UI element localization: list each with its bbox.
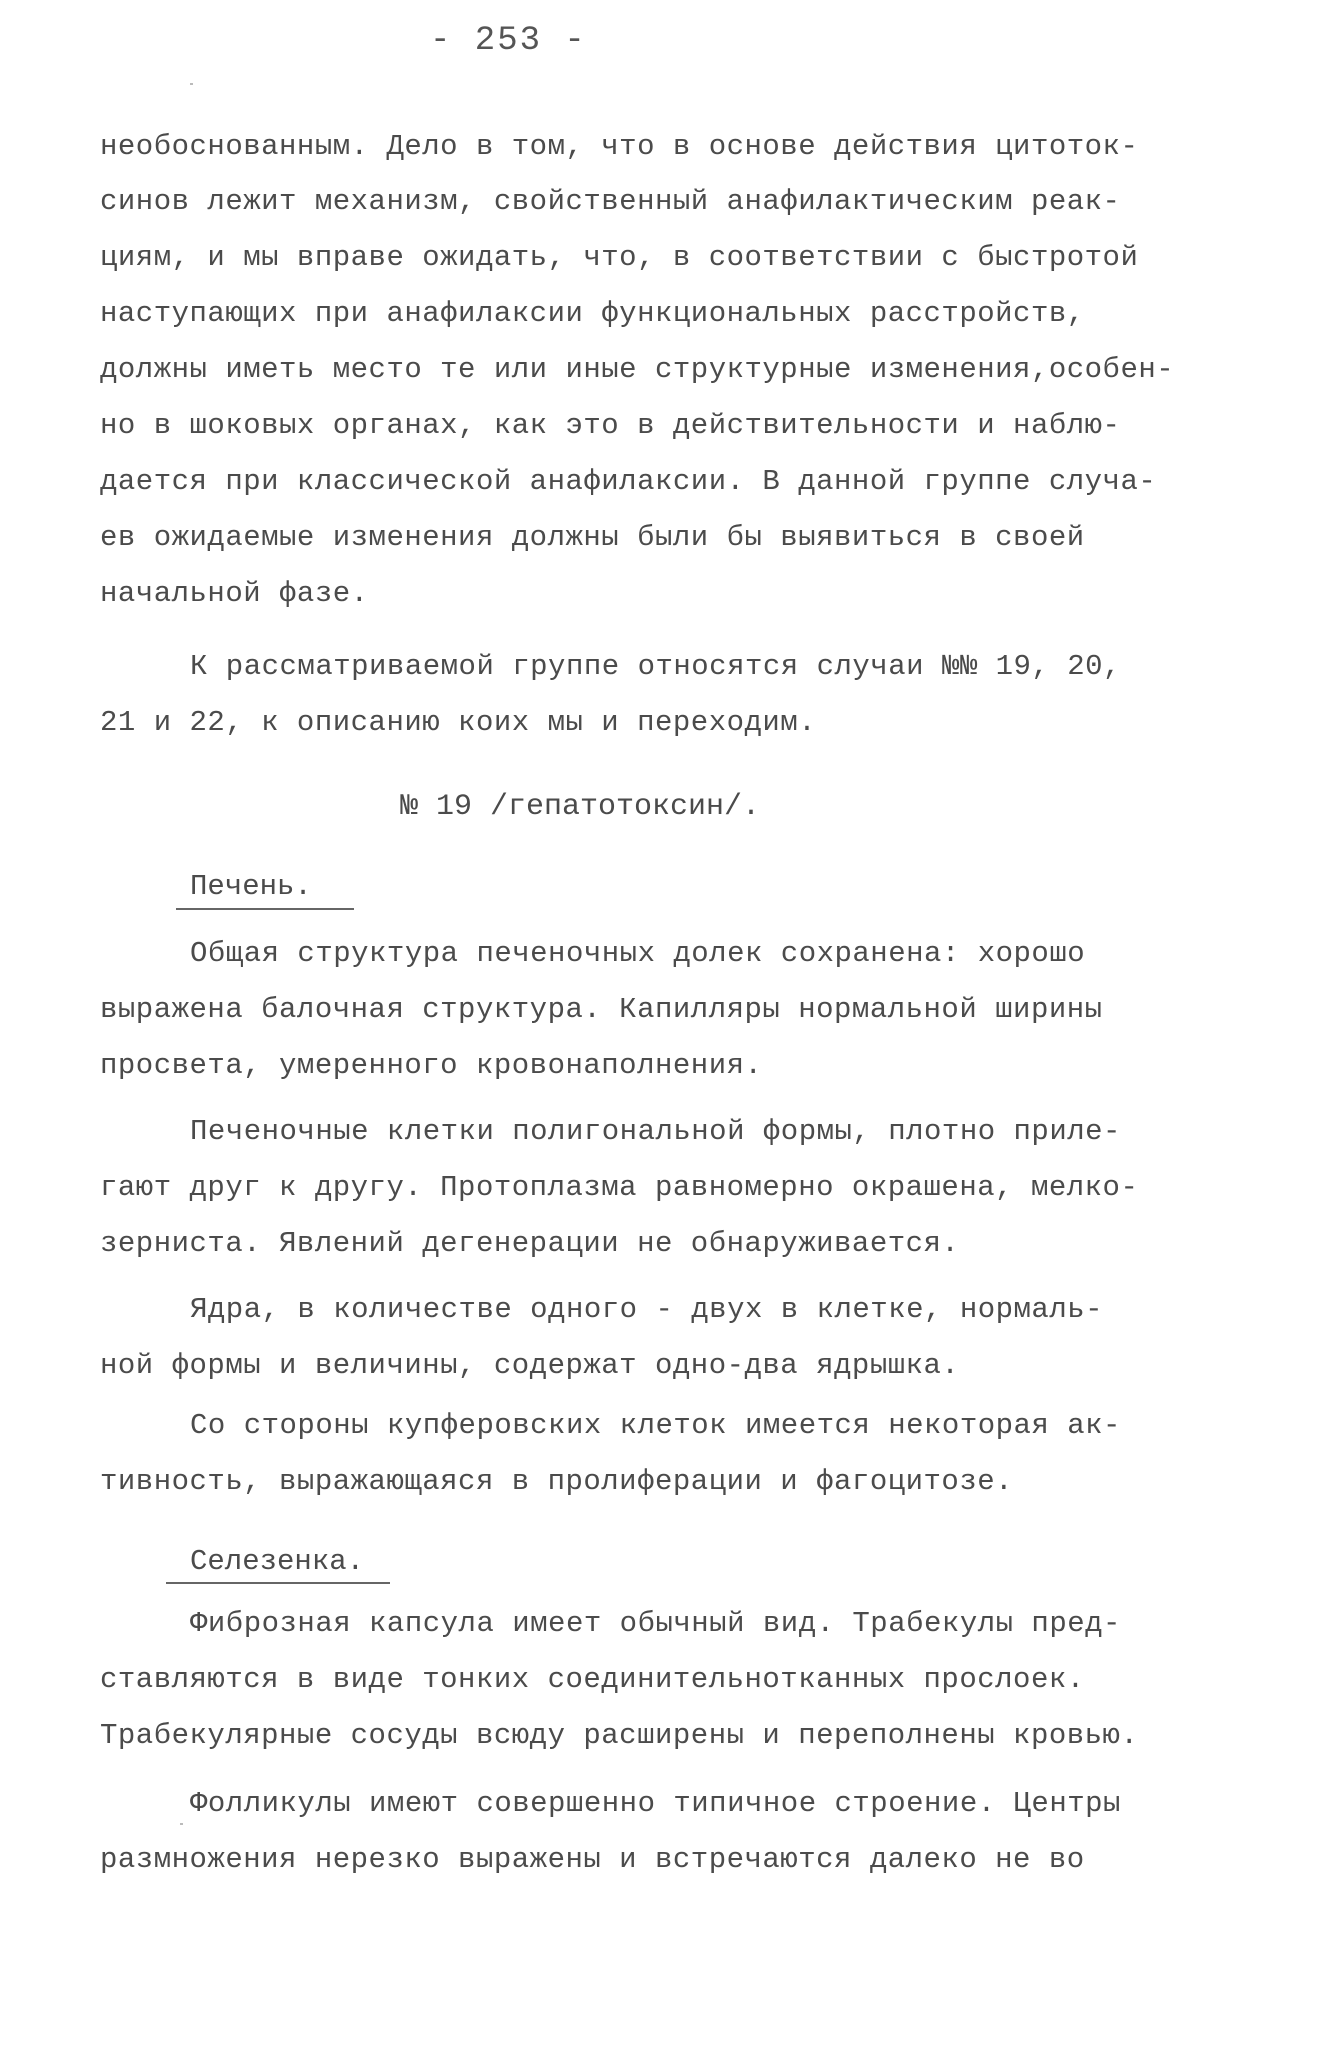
text-line: выражена балочная структура. Капилляры нормальной ширины bbox=[100, 993, 1103, 1026]
paper-speck bbox=[180, 1823, 183, 1825]
text-line: ной формы и величины, содержат одно-два ядрышка. bbox=[100, 1349, 960, 1382]
text-line: 21 и 22, к описанию коих мы и переходим. bbox=[100, 706, 817, 739]
text-line: необоснованным. Дело в том, что в основе действия цитоток- bbox=[100, 130, 1139, 163]
text-line: просвета, умеренного кровонаполнения. bbox=[100, 1049, 763, 1082]
text-line: Печеночные клетки полигональной формы, плотно приле- bbox=[190, 1115, 1121, 1148]
text-line: начальной фазе. bbox=[100, 577, 369, 610]
liver-heading: Печень. bbox=[190, 870, 312, 903]
text-line: К рассматриваемой группе относятся случаи №№ 19, 20, bbox=[190, 650, 1121, 683]
text-line: Фолликулы имеют совершенно типичное строение. Центры bbox=[190, 1787, 1121, 1820]
text-line: дается при классической анафилаксии. В данной группе случа- bbox=[100, 465, 1157, 498]
text-line: Фиброзная капсула имеет обычный вид. Трабекулы пред- bbox=[190, 1607, 1121, 1640]
heading-underline bbox=[166, 1582, 390, 1584]
text-line: должны иметь место те или иные структурные изменения,особен- bbox=[100, 353, 1175, 386]
paper-speck bbox=[190, 83, 193, 85]
text-line: гают друг к другу. Протоплазма равномерно окрашена, мелко- bbox=[100, 1171, 1139, 1204]
text-line: тивность, выражающаяся в пролиферации и фагоцитозе. bbox=[100, 1465, 1014, 1498]
spleen-heading: Селезенка. bbox=[190, 1545, 365, 1578]
text-line: Трабекулярные сосуды всюду расширены и переполнены кровью. bbox=[100, 1719, 1139, 1752]
text-line: ев ожидаемые изменения должны были бы выявиться в своей bbox=[100, 521, 1085, 554]
case-heading: № 19 /гепатотоксин/. bbox=[400, 790, 761, 824]
text-line: наступающих при анафилаксии функциональных расстройств, bbox=[100, 297, 1085, 330]
text-line: синов лежит механизм, свойственный анафилактическим реак- bbox=[100, 185, 1121, 218]
text-line: но в шоковых органах, как это в действительности и наблю- bbox=[100, 409, 1121, 442]
text-line: Со стороны купферовских клеток имеется некоторая ак- bbox=[190, 1409, 1121, 1442]
text-line: размножения нерезко выражены и встречаются далеко не во bbox=[100, 1843, 1085, 1876]
text-line: Ядра, в количестве одного - двух в клетке, нормаль- bbox=[190, 1293, 1104, 1326]
text-line: Общая структура печеночных долек сохранена: хорошо bbox=[190, 937, 1086, 970]
text-line: зерниста. Явлений дегенерации не обнаруживается. bbox=[100, 1227, 960, 1260]
text-line: циям, и мы вправе ожидать, что, в соответствии с быстротой bbox=[100, 241, 1139, 274]
heading-underline bbox=[176, 908, 354, 910]
text-line: ставляются в виде тонких соединительнотканных прослоек. bbox=[100, 1663, 1085, 1696]
page-number: - 253 - bbox=[430, 22, 587, 60]
